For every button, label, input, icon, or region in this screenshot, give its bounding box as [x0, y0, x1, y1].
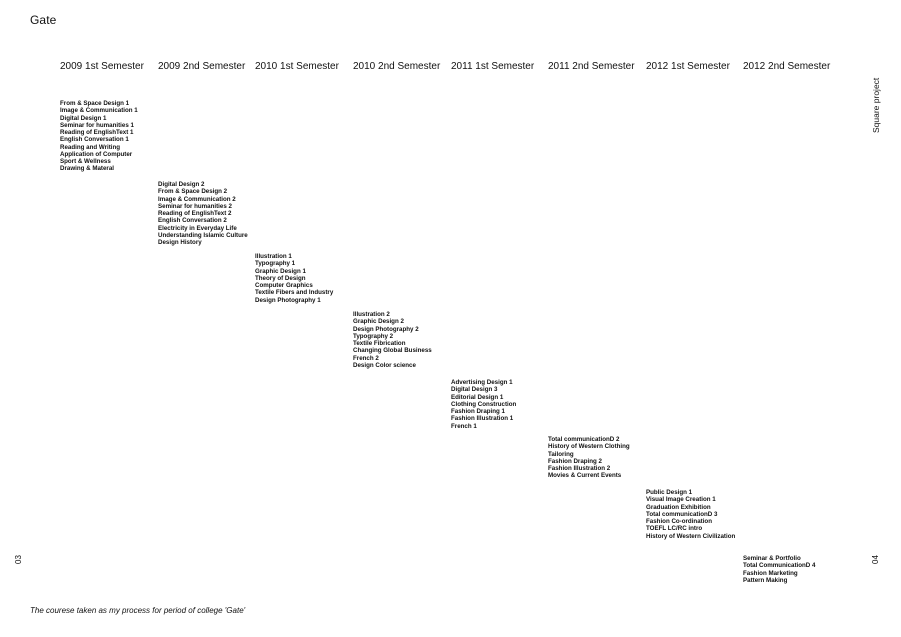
course-item: Fashion Draping 1: [451, 408, 505, 415]
course-list-2010-1: [255, 253, 333, 304]
course-item: French 1: [451, 422, 477, 430]
course-list-2010-2: [353, 311, 432, 369]
course-item: Fashion Marketing: [743, 569, 798, 577]
course-item: Reading of EnglishText 2: [158, 210, 232, 217]
course-item: TOEFL LC/RC intro: [646, 525, 703, 533]
semester-header-2011-1: 2011 1st Semester: [451, 61, 535, 72]
course-item: Typography 2: [353, 332, 394, 340]
course-item: Image & Communication 2: [158, 195, 236, 203]
course-item: Total communicationD 3: [646, 510, 718, 518]
page-title: Gate: [30, 13, 57, 27]
course-item: Textile Fibers and Industry: [255, 289, 334, 297]
course-item: Application of Computer: [60, 150, 133, 158]
course-item: Graduation Exhibition: [646, 503, 711, 511]
course-item: Total communicationD 2: [548, 436, 620, 443]
course-list-2009-1: [60, 100, 138, 173]
course-item: Design Photography 1: [255, 296, 321, 304]
page-number-right: 04: [871, 555, 880, 564]
course-item: Editorial Design 1: [451, 393, 504, 401]
course-item: History of Western Civilization: [646, 532, 736, 540]
course-item: Digital Design 1: [60, 114, 107, 122]
course-item: Digital Design 3: [451, 386, 498, 394]
course-item: Illustration 2: [353, 311, 390, 318]
course-item: Advertising Design 1: [451, 379, 513, 386]
course-item: Fashion Illustration 1: [451, 415, 514, 423]
course-item: Seminar for humanities 1: [60, 121, 134, 129]
semester-header-2010-2: 2010 2nd Semester: [353, 61, 441, 72]
course-item: French 2: [353, 354, 379, 362]
course-item: Reading of EnglishText 1: [60, 129, 134, 136]
course-item: English Conversation 1: [60, 136, 129, 144]
course-item: Illustration 1: [255, 253, 292, 260]
course-item: Understanding Islamic Culture: [158, 231, 248, 239]
course-item: Movies & Current Events: [548, 472, 622, 480]
course-item: Design Photography 2: [353, 325, 419, 333]
course-item: Textile Fibrication: [353, 340, 406, 347]
course-item: Digital Design 2: [158, 181, 205, 188]
course-item: History of Western Clothing: [548, 443, 630, 451]
semester-header-2012-1: 2012 1st Semester: [646, 61, 730, 72]
course-item: Design Color science: [353, 361, 416, 369]
course-item: Visual Image Creation 1: [646, 496, 716, 504]
course-item: Clothing Construction: [451, 400, 517, 408]
course-item: Typography 1: [255, 260, 296, 268]
course-list-2009-2: [158, 181, 248, 246]
side-project-label: Square project: [871, 77, 881, 133]
course-item: Tailoring: [548, 450, 574, 458]
course-item: Total CommunicationD 4: [743, 562, 816, 570]
course-item: Drawing & Materal: [60, 165, 114, 173]
course-item: Computer Graphics: [255, 282, 313, 289]
course-item: Seminar for humanities 2: [158, 202, 232, 210]
course-list-2011-2: [548, 436, 630, 480]
course-item: Design History: [158, 239, 202, 246]
course-item: From & Space Design 2: [158, 188, 228, 196]
course-item: Electricity in Everyday Life: [158, 224, 237, 232]
semester-header-2011-2: 2011 2nd Semester: [548, 61, 635, 72]
semester-header-2010-1: 2010 1st Semester: [255, 61, 339, 72]
course-item: Graphic Design 1: [255, 267, 306, 275]
course-list-2012-2: [743, 555, 815, 584]
course-item: Fashion Illustration 2: [548, 465, 611, 472]
course-item: Image & Communication 1: [60, 107, 138, 115]
course-item: Theory of Design: [255, 274, 306, 282]
semester-header-2009-2: 2009 2nd Semester: [158, 61, 246, 72]
course-item: Reading and Writing: [60, 143, 121, 151]
semester-header-2012-2: 2012 2nd Semester: [743, 61, 831, 72]
course-list-2012-1: [646, 489, 735, 540]
course-item: Public Design 1: [646, 489, 693, 496]
course-item: Sport & Wellness: [60, 158, 111, 165]
course-item: Changing Global Business: [353, 347, 432, 355]
course-item: Pattern Making: [743, 576, 788, 584]
course-item: Graphic Design 2: [353, 318, 404, 326]
course-item: Seminar & Portfolio: [743, 555, 801, 562]
page-number-left: 03: [14, 555, 23, 564]
course-item: From & Space Design 1: [60, 100, 130, 107]
course-item: English Conversation 2: [158, 217, 227, 225]
course-item: Fashion Co-ordination: [646, 518, 712, 525]
course-list-2011-1: [451, 379, 516, 430]
page-caption: The courese taken as my process for period of college 'Gate': [30, 606, 246, 615]
semester-header-2009-1: 2009 1st Semester: [60, 61, 144, 72]
course-item: Fashion Draping 2: [548, 457, 602, 465]
